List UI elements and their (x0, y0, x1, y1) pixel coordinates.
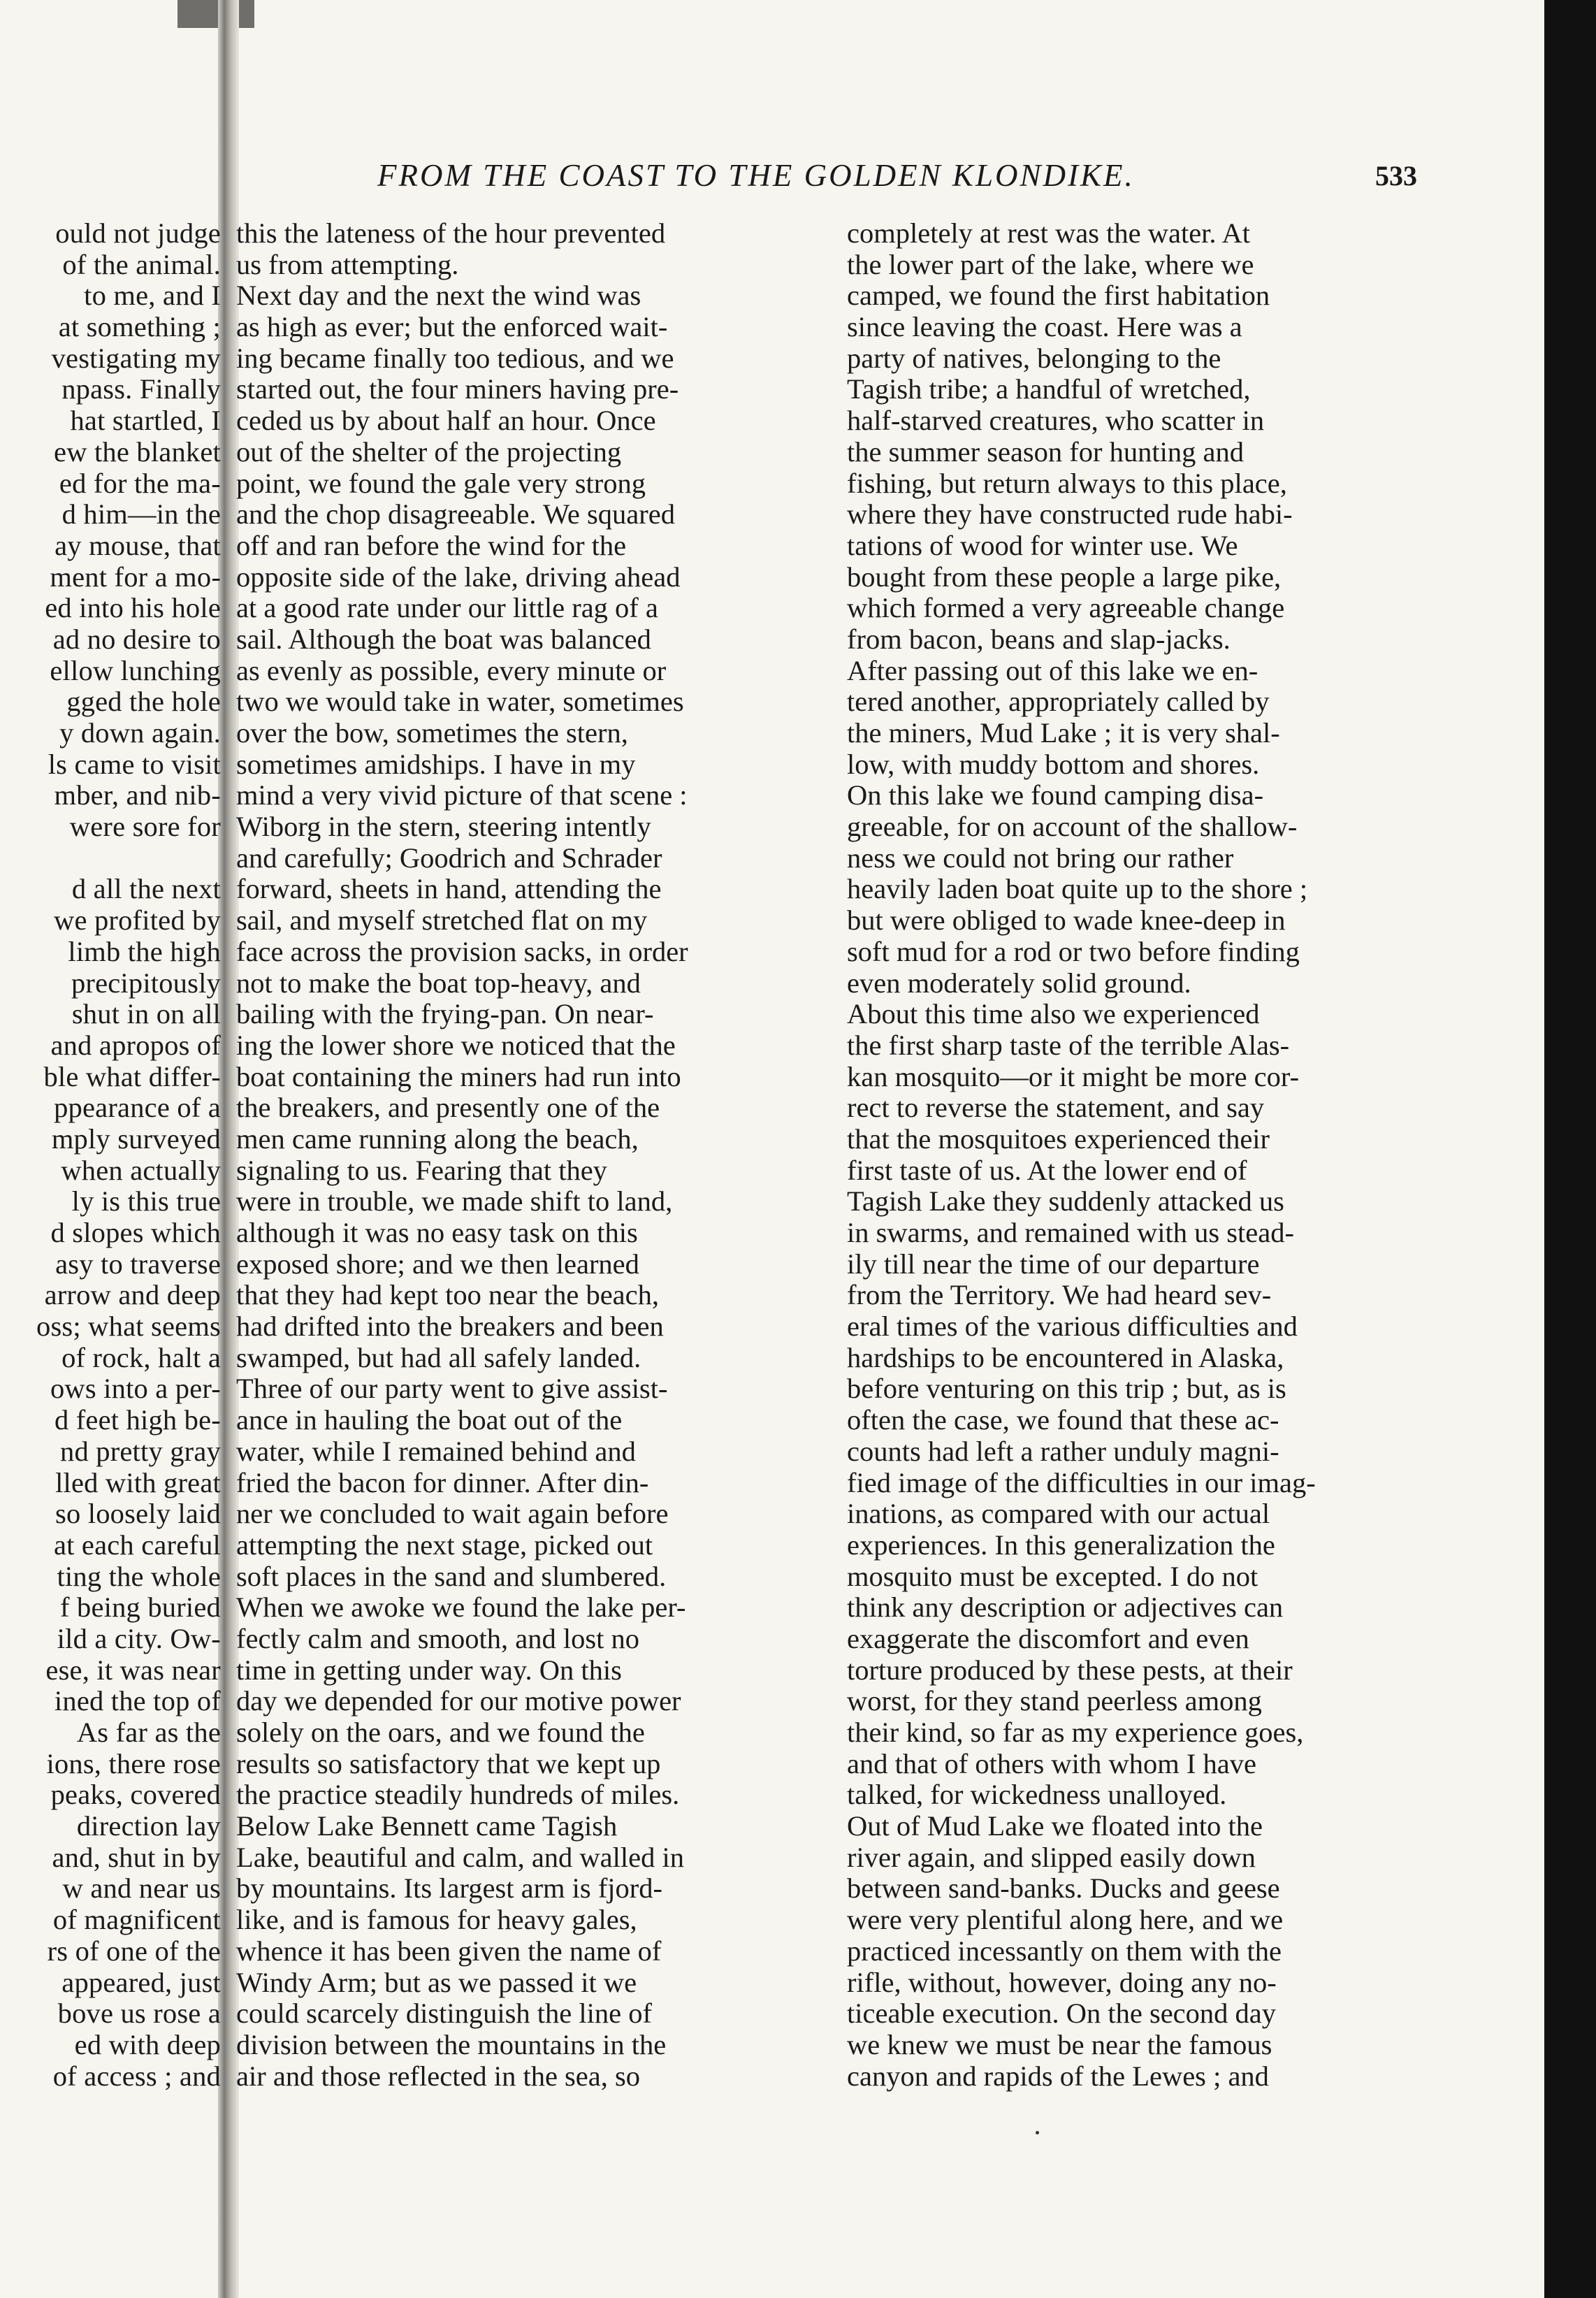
text-line: fishing, but return always to this place, (847, 467, 1287, 499)
text-line: ese, it was near (45, 1654, 221, 1686)
text-line: day we depended for our motive power (236, 1685, 681, 1717)
text-line: half-starved creatures, who scatter in (847, 405, 1265, 437)
text-line: us from attempting. (236, 248, 459, 280)
text-line: ppearance of a (54, 1092, 221, 1124)
text-line: this the lateness of the hour prevented (236, 217, 666, 249)
text-line: exposed shore; and we then learned (236, 1248, 639, 1280)
text-line: ing became finally too tedious, and we (236, 342, 674, 374)
text-line: nd pretty gray (60, 1435, 221, 1467)
text-line: exaggerate the discomfort and even (847, 1622, 1249, 1654)
text-line: ows into a per- (50, 1373, 221, 1405)
text-line: ceded us by about half an hour. Once (236, 405, 656, 437)
text-line: solely on the oars, and we found the (236, 1717, 645, 1748)
text-line: sometimes amidships. I have in my (236, 748, 636, 780)
text-line: at each careful (53, 1529, 221, 1561)
text-line: ions, there rose (46, 1747, 221, 1779)
text-line: when actually (61, 1154, 221, 1186)
text-line: tered another, appropriately called by (847, 686, 1270, 718)
text-line: party of natives, belonging to the (847, 342, 1221, 374)
text-line: kan mosquito—or it might be more cor- (847, 1060, 1300, 1092)
text-line: attempting the next stage, picked out (236, 1529, 653, 1561)
text-line: Three of our party went to give assist- (236, 1373, 668, 1405)
text-line: ily till near the time of our departure (847, 1248, 1260, 1280)
text-line: like, and is famous for heavy gales, (236, 1904, 637, 1936)
text-line: tations of wood for winter use. We (847, 529, 1238, 561)
text-line: heavily laden boat quite up to the shore ; (847, 873, 1308, 905)
text-line: Next day and the next the wind was (236, 280, 641, 312)
text-line: hat startled, I (70, 405, 221, 437)
left-page-column-fragment (0, 218, 221, 2092)
page-number: 533 (1375, 160, 1417, 192)
text-line: greeable, for on account of the shallow- (847, 811, 1298, 843)
text-line: npass. Finally (61, 373, 221, 405)
text-line: signaling to us. Fearing that they (236, 1154, 607, 1186)
text-line: ild a city. Ow- (57, 1622, 221, 1654)
text-line: Tagish Lake they suddenly attacked us (847, 1185, 1284, 1217)
text-line: rifle, without, however, doing any no- (847, 1966, 1277, 1998)
text-line: d slopes which (50, 1217, 221, 1248)
text-line: Lake, beautiful and calm, and walled in (236, 1841, 684, 1873)
text-line: worst, for they stand peerless among (847, 1685, 1262, 1717)
text-line: About this time also we experienced (847, 998, 1260, 1030)
text-line: started out, the four miners having pre- (236, 373, 679, 405)
text-line: ness we could not bring our rather (847, 841, 1234, 874)
text-line: vestigating my (51, 342, 221, 374)
right-text-column (847, 218, 1444, 2092)
text-line: fied image of the difficulties in our imag- (847, 1466, 1316, 1498)
text-line: bove us rose a (57, 1997, 221, 2030)
text-line: fried the bacon for dinner. After din- (236, 1466, 649, 1498)
scan-edge (1544, 0, 1596, 2298)
text-line: ly is this true (71, 1185, 221, 1217)
text-line: Below Lake Bennett came Tagish (236, 1810, 618, 1842)
text-line: shut in on all (71, 998, 221, 1030)
text-line: results so satisfactory that we kept up (236, 1747, 661, 1779)
text-line: sail, and myself stretched flat on my (236, 904, 648, 937)
text-line: talked, for wickedness unalloyed. (847, 1779, 1227, 1811)
text-line: lled with great (55, 1466, 221, 1498)
text-line: appeared, just (61, 1966, 221, 1998)
gutter-shadow-top (177, 0, 254, 28)
text-line: ble what differ- (43, 1060, 221, 1092)
text-line: as evenly as possible, every minute or (236, 654, 667, 686)
text-line: could scarcely distinguish the line of (236, 1997, 652, 2030)
text-line: Wiborg in the stern, steering intently (236, 811, 651, 843)
text-line: inations, as compared with our actual (847, 1498, 1270, 1530)
text-line: from bacon, beans and slap-jacks. (847, 623, 1231, 655)
text-line: limb the high (68, 935, 221, 967)
text-line: over the bow, sometimes the stern, (236, 717, 628, 749)
text-line: precipitously (71, 967, 221, 999)
text-line: soft places in the sand and slumbered. (236, 1560, 667, 1592)
text-line: canyon and rapids of the Lewes ; and (847, 2060, 1269, 2092)
text-line: f being buried (60, 1591, 221, 1624)
text-line: before venturing on this trip ; but, as is (847, 1373, 1286, 1405)
text-line: oss; what seems (36, 1310, 221, 1343)
text-line: y down again. (59, 717, 221, 749)
text-line: mber, and nib- (54, 779, 221, 811)
text-line: ticeable execution. On the second day (847, 1997, 1277, 2030)
text-line: off and ran before the wind for the (236, 529, 627, 561)
text-line: and the chop disagreeable. We squared (236, 498, 675, 530)
text-line: out of the shelter of the projecting (236, 435, 622, 468)
text-line: as high as ever; but the enforced wait- (236, 311, 668, 343)
text-line: time in getting under way. On this (236, 1654, 622, 1686)
text-line: men came running along the beach, (236, 1122, 639, 1155)
text-line: so loosely laid (55, 1498, 221, 1530)
text-line: air and those reflected in the sea, so (236, 2060, 641, 2092)
text-line: asy to traverse (55, 1248, 221, 1280)
text-line: hardships to be encountered in Alaska, (847, 1341, 1284, 1373)
text-line: by mountains. Its largest arm is fjord- (236, 1872, 663, 1905)
text-line: d all the next (71, 873, 221, 905)
text-line: Out of Mud Lake we floated into the (847, 1810, 1263, 1842)
text-line: first taste of us. At the lower end of (847, 1154, 1247, 1186)
running-head: FROM THE COAST TO THE GOLDEN KLONDIKE. (377, 158, 1135, 193)
text-line: the miners, Mud Lake ; it is very shal- (847, 717, 1280, 749)
text-line: mosquito must be excepted. I do not (847, 1560, 1258, 1592)
text-line: were very plentiful along here, and we (847, 1904, 1284, 1936)
text-line: mind a very vivid picture of that scene : (236, 779, 688, 811)
text-line: opposite side of the lake, driving ahead (236, 561, 681, 593)
text-line: Tagish tribe; a handful of wretched, (847, 373, 1251, 405)
text-line: where they have constructed rude habi- (847, 498, 1293, 530)
text-line: soft mud for a rod or two before finding (847, 935, 1300, 967)
text-line: and, shut in by (52, 1841, 221, 1873)
text-line: counts had left a rather unduly magni- (847, 1435, 1279, 1467)
text-line: As far as the (76, 1717, 221, 1748)
text-line: ould not judge (55, 218, 221, 249)
text-line: although it was no easy task on this (236, 1217, 638, 1248)
text-line: of access ; and (52, 2060, 221, 2092)
ink-speck (1036, 2131, 1039, 2134)
text-line: the summer season for hunting and (847, 435, 1245, 468)
text-line: rs of one of the (47, 1935, 221, 1967)
text-line: mply surveyed (51, 1122, 221, 1155)
text-line: and that of others with whom I have (847, 1747, 1256, 1779)
text-line: of rock, halt a (61, 1341, 221, 1373)
text-line: we profited by (54, 904, 221, 937)
text-line: were sore for (69, 811, 221, 843)
text-line: ed for the ma- (59, 467, 221, 499)
text-line: had drifted into the breakers and been (236, 1310, 664, 1343)
text-line: think any description or adjectives can (847, 1591, 1284, 1624)
text-line: the practice steadily hundreds of miles. (236, 1779, 680, 1811)
text-line: rect to reverse the statement, and say (847, 1092, 1265, 1124)
text-line: but were obliged to wade knee-deep in (847, 904, 1286, 937)
text-line: at something ; (58, 311, 221, 343)
text-line: that the mosquitoes experienced their (847, 1122, 1270, 1155)
text-line: that they had kept too near the beach, (236, 1279, 660, 1311)
text-line: the first sharp taste of the terrible Alas- (847, 1029, 1290, 1061)
text-line: often the case, we found that these ac- (847, 1404, 1279, 1436)
text-line: sail. Although the boat was balanced (236, 623, 651, 655)
text-line: bailing with the frying-pan. On near- (236, 998, 654, 1030)
text-line: eral times of the various difficulties and (847, 1310, 1298, 1343)
text-line: water, while I remained behind and (236, 1435, 636, 1467)
text-line: river again, and slipped easily down (847, 1841, 1256, 1873)
text-line: between sand-banks. Ducks and geese (847, 1872, 1280, 1905)
text-line: When we awoke we found the lake per- (236, 1591, 686, 1624)
text-line: at a good rate under our little rag of a (236, 592, 658, 624)
text-line: ment for a mo- (50, 561, 221, 593)
text-line: After passing out of this lake we en- (847, 654, 1258, 686)
text-line: from the Territory. We had heard sev- (847, 1279, 1272, 1311)
text-line: low, with muddy bottom and shores. (847, 748, 1260, 780)
text-line: direction lay (76, 1810, 221, 1842)
text-line: d feet high be- (54, 1404, 221, 1436)
text-line: their kind, so far as my experience goes, (847, 1717, 1304, 1748)
text-line: Windy Arm; but as we passed it we (236, 1966, 637, 1998)
text-line: face across the provision sacks, in order (236, 935, 688, 967)
text-line: ls came to visit (48, 748, 221, 780)
text-line: division between the mountains in the (236, 2028, 667, 2060)
text-line: two we would take in water, sometimes (236, 686, 684, 718)
text-line: ad no desire to (52, 623, 221, 655)
text-line: swamped, but had all safely landed. (236, 1341, 641, 1373)
text-line: which formed a very agreeable change (847, 592, 1285, 624)
text-line: not to make the boat top-heavy, and (236, 967, 641, 999)
text-line: ed into his hole (45, 592, 221, 624)
text-line: completely at rest was the water. At (847, 217, 1250, 249)
text-line: ance in hauling the boat out of the (236, 1404, 623, 1436)
text-line: ner we concluded to wait again before (236, 1498, 669, 1530)
text-line: we knew we must be near the famous (847, 2028, 1272, 2060)
text-line: of the animal. (62, 248, 221, 280)
text-line: practiced incessantly on them with the (847, 1935, 1282, 1967)
text-line: in swarms, and remained with us stead- (847, 1217, 1294, 1248)
text-line: ined the top of (54, 1685, 221, 1717)
text-line: ed with deep (74, 2028, 221, 2060)
text-line: ellow lunching (50, 654, 221, 686)
text-line: were in trouble, we made shift to land, (236, 1185, 673, 1217)
text-line: of magnificent (52, 1904, 221, 1936)
text-line: torture produced by these pests, at their (847, 1654, 1293, 1686)
text-line: since leaving the coast. Here was a (847, 311, 1242, 343)
text-line: and apropos of (50, 1029, 221, 1061)
text-line: peaks, covered (50, 1779, 221, 1811)
text-line: experiences. In this generalization the (847, 1529, 1275, 1561)
text-line: w and near us (62, 1872, 221, 1905)
text-line: camped, we found the first habitation (847, 280, 1270, 312)
text-line: whence it has been given the name of (236, 1935, 662, 1967)
text-line (0, 843, 221, 874)
text-line: bought from these people a large pike, (847, 561, 1282, 593)
text-line: even moderately solid ground. (847, 967, 1191, 999)
text-line: ing the lower shore we noticed that the (236, 1029, 676, 1061)
text-line: gged the hole (66, 686, 221, 718)
text-line: forward, sheets in hand, attending the (236, 873, 662, 905)
text-line: On this lake we found camping disa- (847, 779, 1264, 811)
text-line: point, we found the gale very strong (236, 467, 646, 499)
middle-text-column (236, 218, 832, 2092)
text-line: arrow and deep (44, 1279, 221, 1311)
text-line: to me, and I (84, 280, 221, 312)
text-line: and carefully; Goodrich and Schrader (236, 841, 662, 874)
text-line: the breakers, and presently one of the (236, 1092, 660, 1124)
text-line: the lower part of the lake, where we (847, 248, 1254, 280)
text-line: ay mouse, that (55, 529, 221, 561)
text-line: d him—in the (61, 498, 221, 530)
text-line: fectly calm and smooth, and lost no (236, 1622, 640, 1654)
text-line: ting the whole (57, 1560, 221, 1592)
text-line: boat containing the miners had run into (236, 1060, 681, 1092)
text-line: ew the blanket (54, 435, 221, 468)
